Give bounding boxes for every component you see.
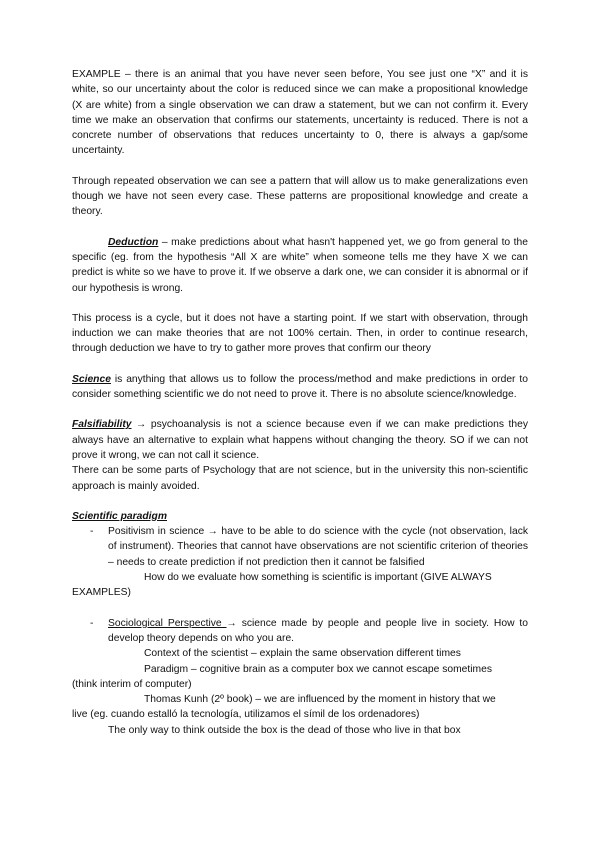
bullet-dash: - bbox=[90, 617, 94, 629]
list-item bbox=[72, 616, 528, 738]
deduction-text: – make predictions about what hasn't happened yet, we go from general to the specific (eg. from the hypothesis “All X are white” when someone tells me they have X we can predict is white so we have to prove it. If we observe a dark one, we can consider it is abnormal or if our hypothesis is wrong. bbox=[72, 236, 528, 294]
deduction-paragraph bbox=[72, 235, 528, 296]
bullet-dash: - bbox=[90, 526, 94, 538]
science-term: Science bbox=[72, 373, 111, 385]
repeated-observation-paragraph: Through repeated observation we can see a pattern that will allow us to make generalizations even though we have not seen every case. These patterns are propositional knowledge and create a theory. bbox=[72, 175, 528, 218]
paradigm-line-first: Paradigm – cognitive brain as a computer box we cannot escape sometimes bbox=[144, 663, 492, 675]
positivism-sub-rest: EXAMPLES) bbox=[72, 587, 131, 599]
positivism-text: Positivism in science → have to be able to do science with the cycle (not observation, lack of instrument). Theories that cannot have observations are not scientific criterion of theories – needs to create prediction if not prediction then it cannot be falsified bbox=[108, 526, 528, 568]
falsifiability-term: Falsifiability bbox=[72, 419, 132, 431]
psychology-paragraph: There can be some parts of Psychology that are not science, but in the university this non-scientific approach is mainly avoided. bbox=[72, 465, 528, 492]
deduction-term: Deduction bbox=[108, 236, 159, 248]
kuhn-line-first: Thomas Kunh (2º book) – we are influenced by the moment in history that we bbox=[144, 694, 496, 706]
cycle-paragraph: This process is a cycle, but it does not have a starting point. If we start with observation, through induction we can make theories that are not 100% certain. Then, in order to continue research, through deduction we have to try to gather more proves that confirm our theory bbox=[72, 312, 528, 355]
paradigm-list bbox=[72, 524, 528, 738]
science-paragraph bbox=[72, 372, 528, 403]
falsifiability-paragraph bbox=[72, 417, 528, 463]
outside-box-line: The only way to think outside the box is the dead of those who live in that box bbox=[108, 724, 461, 736]
sociological-line bbox=[108, 616, 528, 647]
example-paragraph: EXAMPLE – there is an animal that you have never seen before, You see just one “X” and it is white, so our uncertainty about the color is reduced since we can make a propositional knowledge (X are white) from a single observation we can draw a statement, but we can not confirm it. Every time we make an observation that confirms our statements, uncertainty is reduced. There is not a concrete number of observations that reduces uncertainty to 0, there is always a gap/some uncertainty. bbox=[72, 69, 528, 157]
context-line: Context of the scientist – explain the same observation different times bbox=[144, 648, 461, 660]
document-page bbox=[72, 67, 528, 738]
list-item bbox=[72, 524, 528, 600]
falsifiability-text: → psychoanalysis is not a science because even if we can make predictions they always have an alternative to explain what happens without changing the theory. SO if we can not prove it wrong, we can not call it science. bbox=[72, 419, 528, 461]
kuhn-line-rest: live (eg. cuando estalló la tecnología, utilizamos el símil de los ordenadores) bbox=[72, 709, 420, 721]
sociological-label: Sociological Perspective bbox=[108, 617, 227, 629]
sociological-text: → science made by people and people live in society. How to develop theory depends on who you are. bbox=[108, 617, 528, 644]
positivism-sub-first: How do we evaluate how something is scientific is important (GIVE ALWAYS bbox=[144, 572, 492, 584]
science-text: is anything that allows us to follow the process/method and make predictions in order to consider something scientific we do not need to prove it. There is no absolute science/knowledge. bbox=[72, 373, 528, 401]
paradigm-line-rest: (think interim of computer) bbox=[72, 678, 192, 690]
section-heading: Scientific paradigm bbox=[72, 510, 167, 522]
